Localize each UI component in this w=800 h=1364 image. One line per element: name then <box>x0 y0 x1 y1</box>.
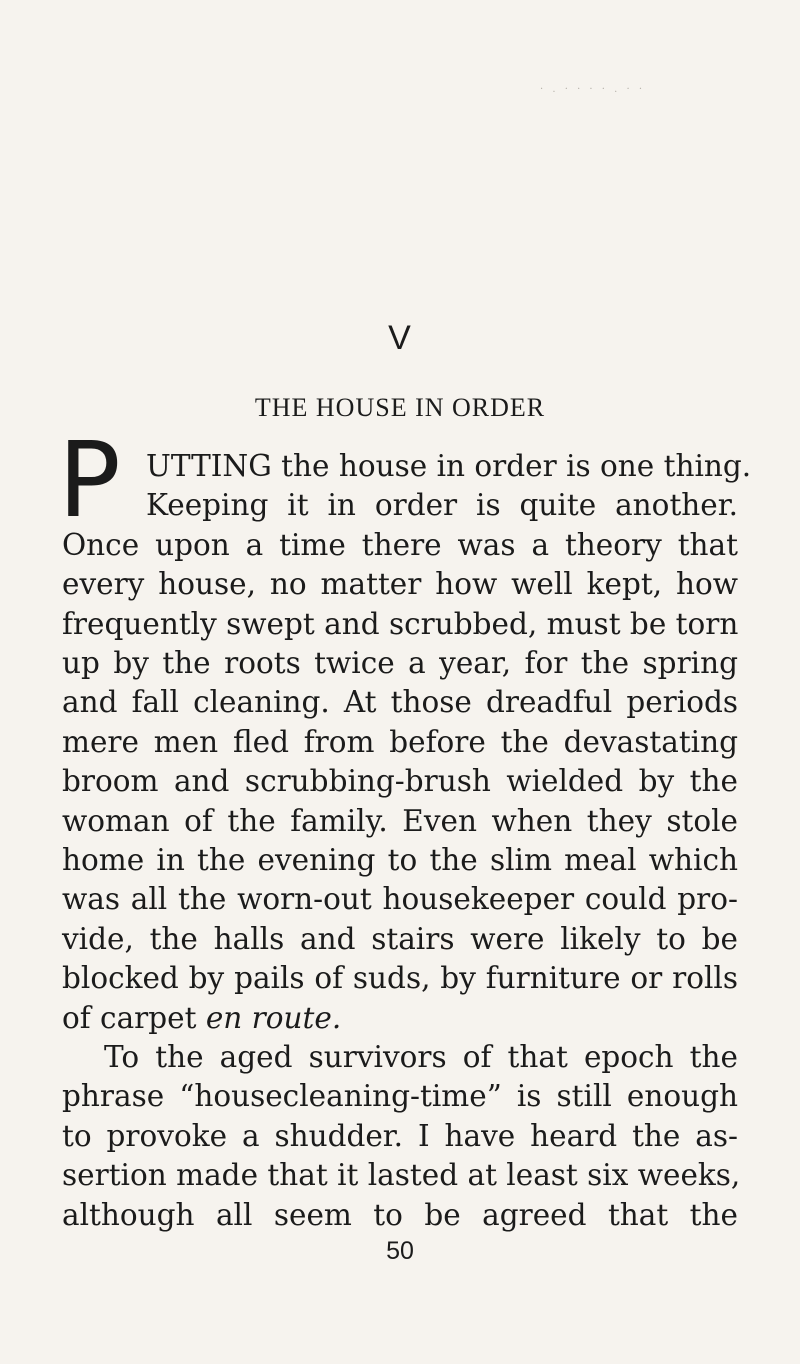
text-line: phrase “housecleaning-time” is still enough <box>62 1079 738 1113</box>
text-line: blocked by pails of suds, by furniture or rolls <box>62 961 738 995</box>
text-line: although all seem to be agreed that the <box>62 1198 738 1232</box>
text-line: woman of the family. Even when they stole <box>62 804 738 838</box>
text-line: Keeping it in order is quite another. <box>146 488 738 522</box>
text-line: up by the roots twice a year, for the spring <box>62 646 738 680</box>
text-line: To the aged survivors of that epoch the <box>104 1040 738 1074</box>
text-line: UTTING the house in order is one thing. <box>146 449 752 483</box>
chapter-number: V <box>388 319 412 357</box>
text-line: Once upon a time there was a theory that <box>62 528 738 562</box>
text-line: was all the worn-out housekeeper could pro- <box>62 882 738 916</box>
text-line: every house, no matter how well kept, how <box>62 567 738 601</box>
text-span: of carpet <box>62 1001 206 1035</box>
page-number: 50 <box>386 1237 414 1265</box>
text-line: broom and scrubbing-brush wielded by the <box>62 764 738 798</box>
text-line <box>62 999 738 1037</box>
text-line: mere men fled from before the devastating <box>62 725 738 759</box>
print-speckles: · . · · · · . · · <box>540 84 646 95</box>
text-line: sertion made that it lasted at least six weeks, <box>62 1158 741 1192</box>
italic-phrase: en route. <box>205 1001 342 1035</box>
text-line: to provoke a shudder. I have heard the as- <box>62 1119 738 1153</box>
text-line: and fall cleaning. At those dreadful periods <box>62 685 738 719</box>
text-line: frequently swept and scrubbed, must be torn <box>62 607 739 641</box>
text-line: home in the evening to the slim meal which <box>62 843 738 877</box>
text-line: vide, the halls and stairs were likely to be <box>62 922 738 956</box>
drop-cap: P <box>58 419 121 541</box>
chapter-title: THE HOUSE IN ORDER <box>254 393 546 422</box>
